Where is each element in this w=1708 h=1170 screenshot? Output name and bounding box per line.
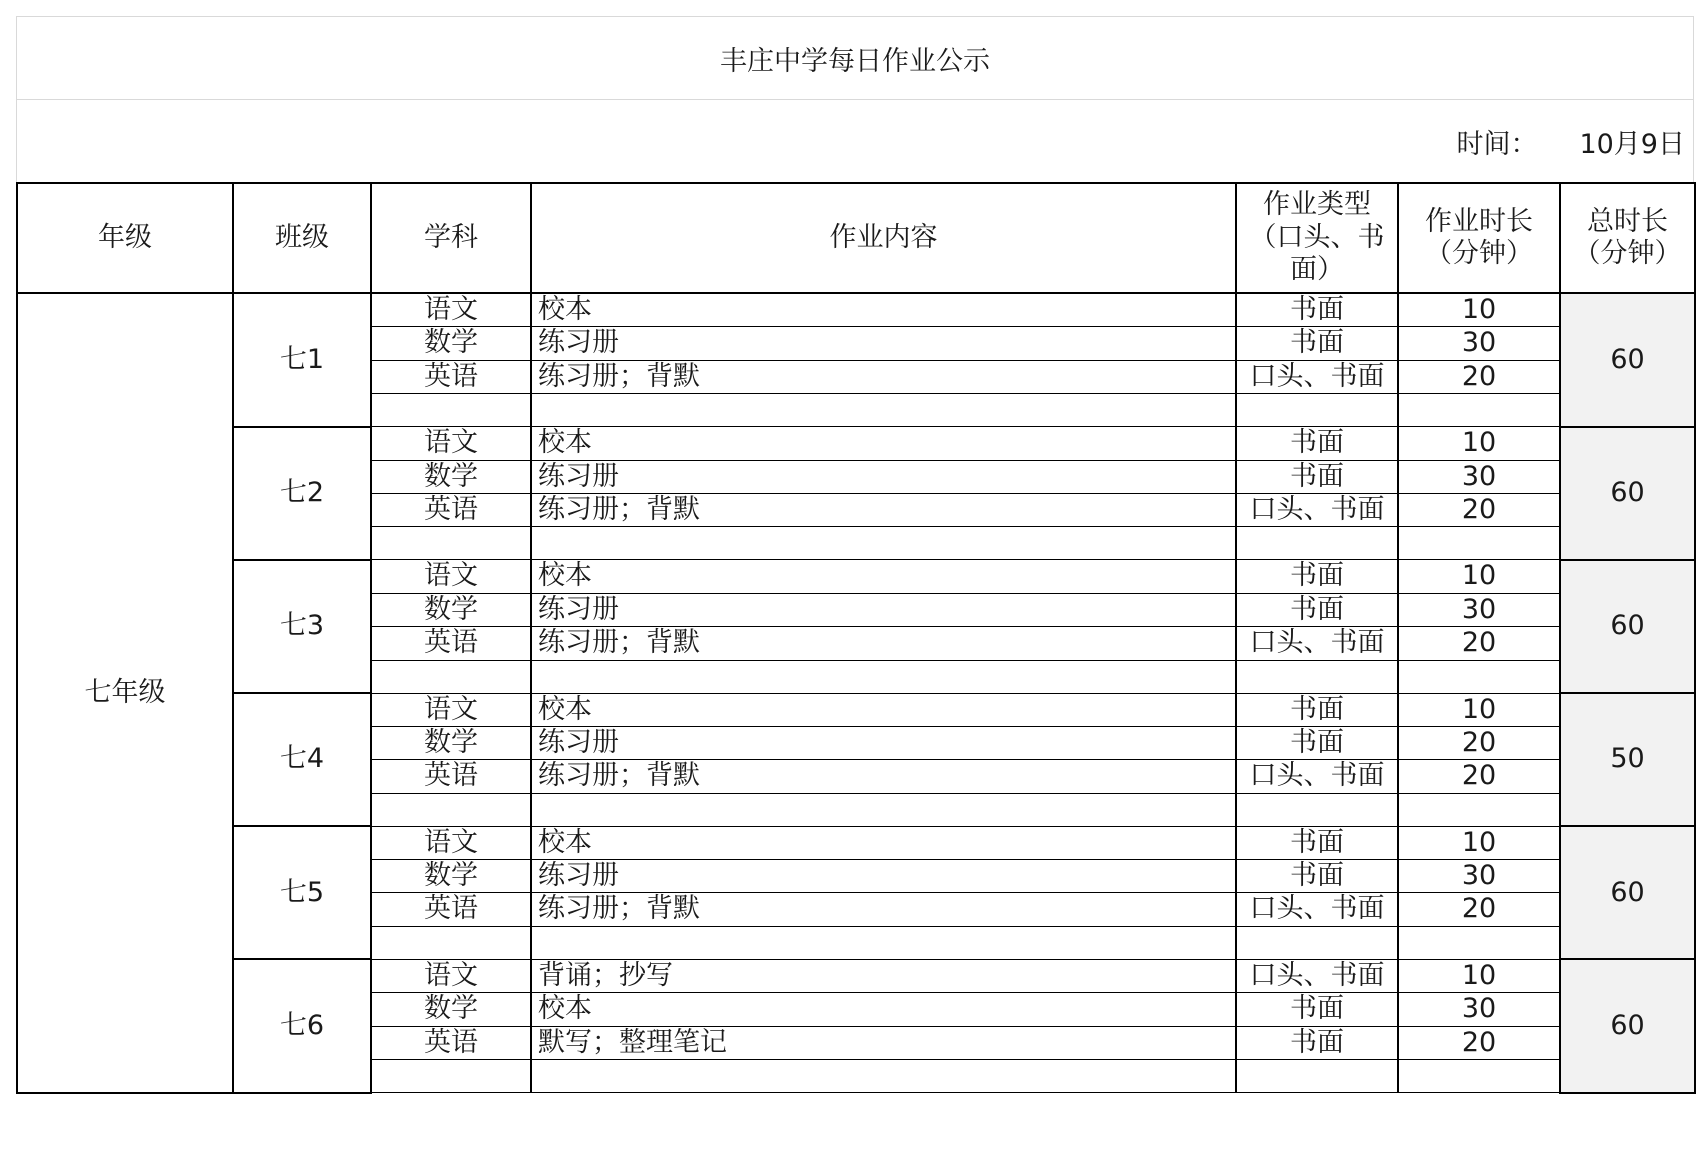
content-cell[interactable]: 练习册；背默 xyxy=(531,760,1236,793)
duration-cell[interactable]: 30 xyxy=(1398,993,1560,1026)
duration-cell[interactable]: 20 xyxy=(1398,493,1560,526)
subject-cell[interactable]: 英语 xyxy=(371,1026,531,1059)
duration-cell[interactable]: 20 xyxy=(1398,360,1560,393)
date-cell[interactable] xyxy=(16,99,1694,182)
content-cell[interactable]: 校本 xyxy=(531,693,1236,726)
type-cell[interactable] xyxy=(1236,793,1398,826)
type-cell[interactable]: 书面 xyxy=(1236,593,1398,626)
duration-cell[interactable]: 20 xyxy=(1398,893,1560,926)
type-cell[interactable]: 书面 xyxy=(1236,427,1398,460)
duration-cell[interactable]: 10 xyxy=(1398,560,1560,593)
subject-cell[interactable]: 英语 xyxy=(371,493,531,526)
content-cell[interactable]: 校本 xyxy=(531,826,1236,859)
total-cell[interactable]: 60 xyxy=(1560,560,1695,693)
header-content[interactable]: 作业内容 xyxy=(531,183,1236,293)
subject-cell[interactable]: 数学 xyxy=(371,993,531,1026)
type-cell[interactable]: 书面 xyxy=(1236,327,1398,360)
type-cell[interactable]: 口头、书面 xyxy=(1236,959,1398,992)
table-body xyxy=(17,293,1695,1093)
duration-cell[interactable] xyxy=(1398,793,1560,826)
class-cell[interactable]: 七4 xyxy=(233,693,371,826)
class-cell[interactable]: 七6 xyxy=(233,959,371,1092)
content-cell[interactable]: 默写；整理笔记 xyxy=(531,1026,1236,1059)
table-row xyxy=(17,693,1695,726)
type-cell[interactable]: 口头、书面 xyxy=(1236,627,1398,660)
type-cell[interactable]: 书面 xyxy=(1236,860,1398,893)
header-duration[interactable]: 作业时长（分钟） xyxy=(1398,183,1560,293)
content-cell[interactable]: 练习册 xyxy=(531,860,1236,893)
subject-cell[interactable]: 数学 xyxy=(371,327,531,360)
content-cell[interactable]: 校本 xyxy=(531,427,1236,460)
type-cell[interactable] xyxy=(1236,926,1398,959)
subject-cell[interactable]: 语文 xyxy=(371,427,531,460)
table-row xyxy=(17,959,1695,992)
duration-cell[interactable]: 10 xyxy=(1398,693,1560,726)
duration-cell[interactable]: 30 xyxy=(1398,327,1560,360)
content-cell[interactable]: 背诵；抄写 xyxy=(531,959,1236,992)
subject-cell[interactable]: 语文 xyxy=(371,826,531,859)
content-cell[interactable]: 校本 xyxy=(531,993,1236,1026)
content-cell[interactable]: 练习册 xyxy=(531,726,1236,759)
date-label: 时间： xyxy=(1456,128,1538,160)
subject-cell[interactable]: 数学 xyxy=(371,860,531,893)
duration-cell[interactable] xyxy=(1398,394,1560,427)
duration-cell[interactable]: 10 xyxy=(1398,959,1560,992)
subject-cell[interactable] xyxy=(371,394,531,427)
duration-cell[interactable] xyxy=(1398,926,1560,959)
duration-cell[interactable]: 10 xyxy=(1398,293,1560,327)
total-cell[interactable]: 60 xyxy=(1560,293,1695,427)
duration-cell[interactable]: 30 xyxy=(1398,860,1560,893)
date-value: 10月9日 xyxy=(1579,128,1685,160)
type-cell[interactable] xyxy=(1236,527,1398,560)
subject-cell[interactable]: 数学 xyxy=(371,593,531,626)
type-cell[interactable]: 书面 xyxy=(1236,693,1398,726)
total-cell[interactable]: 60 xyxy=(1560,427,1695,560)
homework-table xyxy=(16,182,1696,1094)
duration-cell[interactable] xyxy=(1398,660,1560,693)
header-row xyxy=(17,183,1695,293)
homework-sheet xyxy=(16,16,1694,1094)
content-cell[interactable] xyxy=(531,394,1236,427)
type-cell[interactable]: 书面 xyxy=(1236,293,1398,327)
subject-cell[interactable]: 数学 xyxy=(371,460,531,493)
content-cell[interactable]: 练习册；背默 xyxy=(531,893,1236,926)
header-type[interactable]: 作业类型（口头、书面） xyxy=(1236,183,1398,293)
type-cell[interactable] xyxy=(1236,394,1398,427)
duration-cell[interactable]: 20 xyxy=(1398,1026,1560,1059)
content-cell[interactable]: 练习册；背默 xyxy=(531,493,1236,526)
type-cell[interactable]: 书面 xyxy=(1236,726,1398,759)
content-cell[interactable] xyxy=(531,793,1236,826)
class-cell[interactable]: 七2 xyxy=(233,427,371,560)
duration-cell[interactable]: 20 xyxy=(1398,760,1560,793)
content-cell[interactable]: 练习册 xyxy=(531,327,1236,360)
subject-cell[interactable]: 语文 xyxy=(371,693,531,726)
subject-cell[interactable]: 英语 xyxy=(371,627,531,660)
duration-cell[interactable]: 10 xyxy=(1398,826,1560,859)
content-cell[interactable]: 练习册 xyxy=(531,460,1236,493)
content-cell[interactable] xyxy=(531,660,1236,693)
duration-cell[interactable]: 30 xyxy=(1398,593,1560,626)
type-cell[interactable]: 书面 xyxy=(1236,460,1398,493)
content-cell[interactable]: 校本 xyxy=(531,560,1236,593)
duration-cell[interactable]: 10 xyxy=(1398,427,1560,460)
type-cell[interactable]: 书面 xyxy=(1236,993,1398,1026)
table-row xyxy=(17,560,1695,593)
header-subject[interactable]: 学科 xyxy=(371,183,531,293)
duration-cell[interactable] xyxy=(1398,1060,1560,1093)
content-cell[interactable] xyxy=(531,1060,1236,1093)
class-cell[interactable]: 七5 xyxy=(233,826,371,959)
subject-cell[interactable]: 英语 xyxy=(371,360,531,393)
type-cell[interactable]: 书面 xyxy=(1236,560,1398,593)
class-cell[interactable]: 七3 xyxy=(233,560,371,693)
table-row xyxy=(17,427,1695,460)
table-row xyxy=(17,293,1695,327)
content-cell[interactable]: 练习册；背默 xyxy=(531,627,1236,660)
type-cell[interactable] xyxy=(1236,1060,1398,1093)
subject-cell[interactable]: 英语 xyxy=(371,760,531,793)
duration-cell[interactable] xyxy=(1398,527,1560,560)
class-cell[interactable]: 七1 xyxy=(233,293,371,427)
type-cell[interactable]: 口头、书面 xyxy=(1236,360,1398,393)
content-cell[interactable] xyxy=(531,527,1236,560)
total-cell[interactable]: 60 xyxy=(1560,959,1695,1092)
subject-cell[interactable]: 语文 xyxy=(371,560,531,593)
total-cell[interactable]: 60 xyxy=(1560,826,1695,959)
subject-cell[interactable] xyxy=(371,527,531,560)
subject-cell[interactable] xyxy=(371,660,531,693)
subject-cell[interactable]: 英语 xyxy=(371,893,531,926)
duration-cell[interactable]: 20 xyxy=(1398,726,1560,759)
content-cell[interactable]: 练习册 xyxy=(531,593,1236,626)
table-row xyxy=(17,826,1695,859)
content-cell[interactable]: 练习册；背默 xyxy=(531,360,1236,393)
duration-cell[interactable]: 30 xyxy=(1398,460,1560,493)
total-cell[interactable]: 50 xyxy=(1560,693,1695,826)
subject-cell[interactable] xyxy=(371,1060,531,1093)
subject-cell[interactable] xyxy=(371,793,531,826)
header-class[interactable]: 班级 xyxy=(233,183,371,293)
duration-cell[interactable]: 20 xyxy=(1398,627,1560,660)
page-title: 丰庄中学每日作业公示 xyxy=(720,45,990,77)
content-cell[interactable] xyxy=(531,926,1236,959)
header-total[interactable]: 总时长（分钟） xyxy=(1560,183,1695,293)
type-cell[interactable]: 口头、书面 xyxy=(1236,760,1398,793)
type-cell[interactable]: 书面 xyxy=(1236,826,1398,859)
subject-cell[interactable]: 语文 xyxy=(371,959,531,992)
type-cell[interactable] xyxy=(1236,660,1398,693)
content-cell[interactable]: 校本 xyxy=(531,293,1236,327)
subject-cell[interactable]: 数学 xyxy=(371,726,531,759)
type-cell[interactable]: 口头、书面 xyxy=(1236,893,1398,926)
title-cell[interactable] xyxy=(16,16,1694,99)
grade-cell[interactable]: 七年级 xyxy=(17,293,233,1093)
type-cell[interactable]: 口头、书面 xyxy=(1236,493,1398,526)
subject-cell[interactable] xyxy=(371,926,531,959)
header-grade[interactable]: 年级 xyxy=(17,183,233,293)
type-cell[interactable]: 书面 xyxy=(1236,1026,1398,1059)
subject-cell[interactable]: 语文 xyxy=(371,293,531,327)
